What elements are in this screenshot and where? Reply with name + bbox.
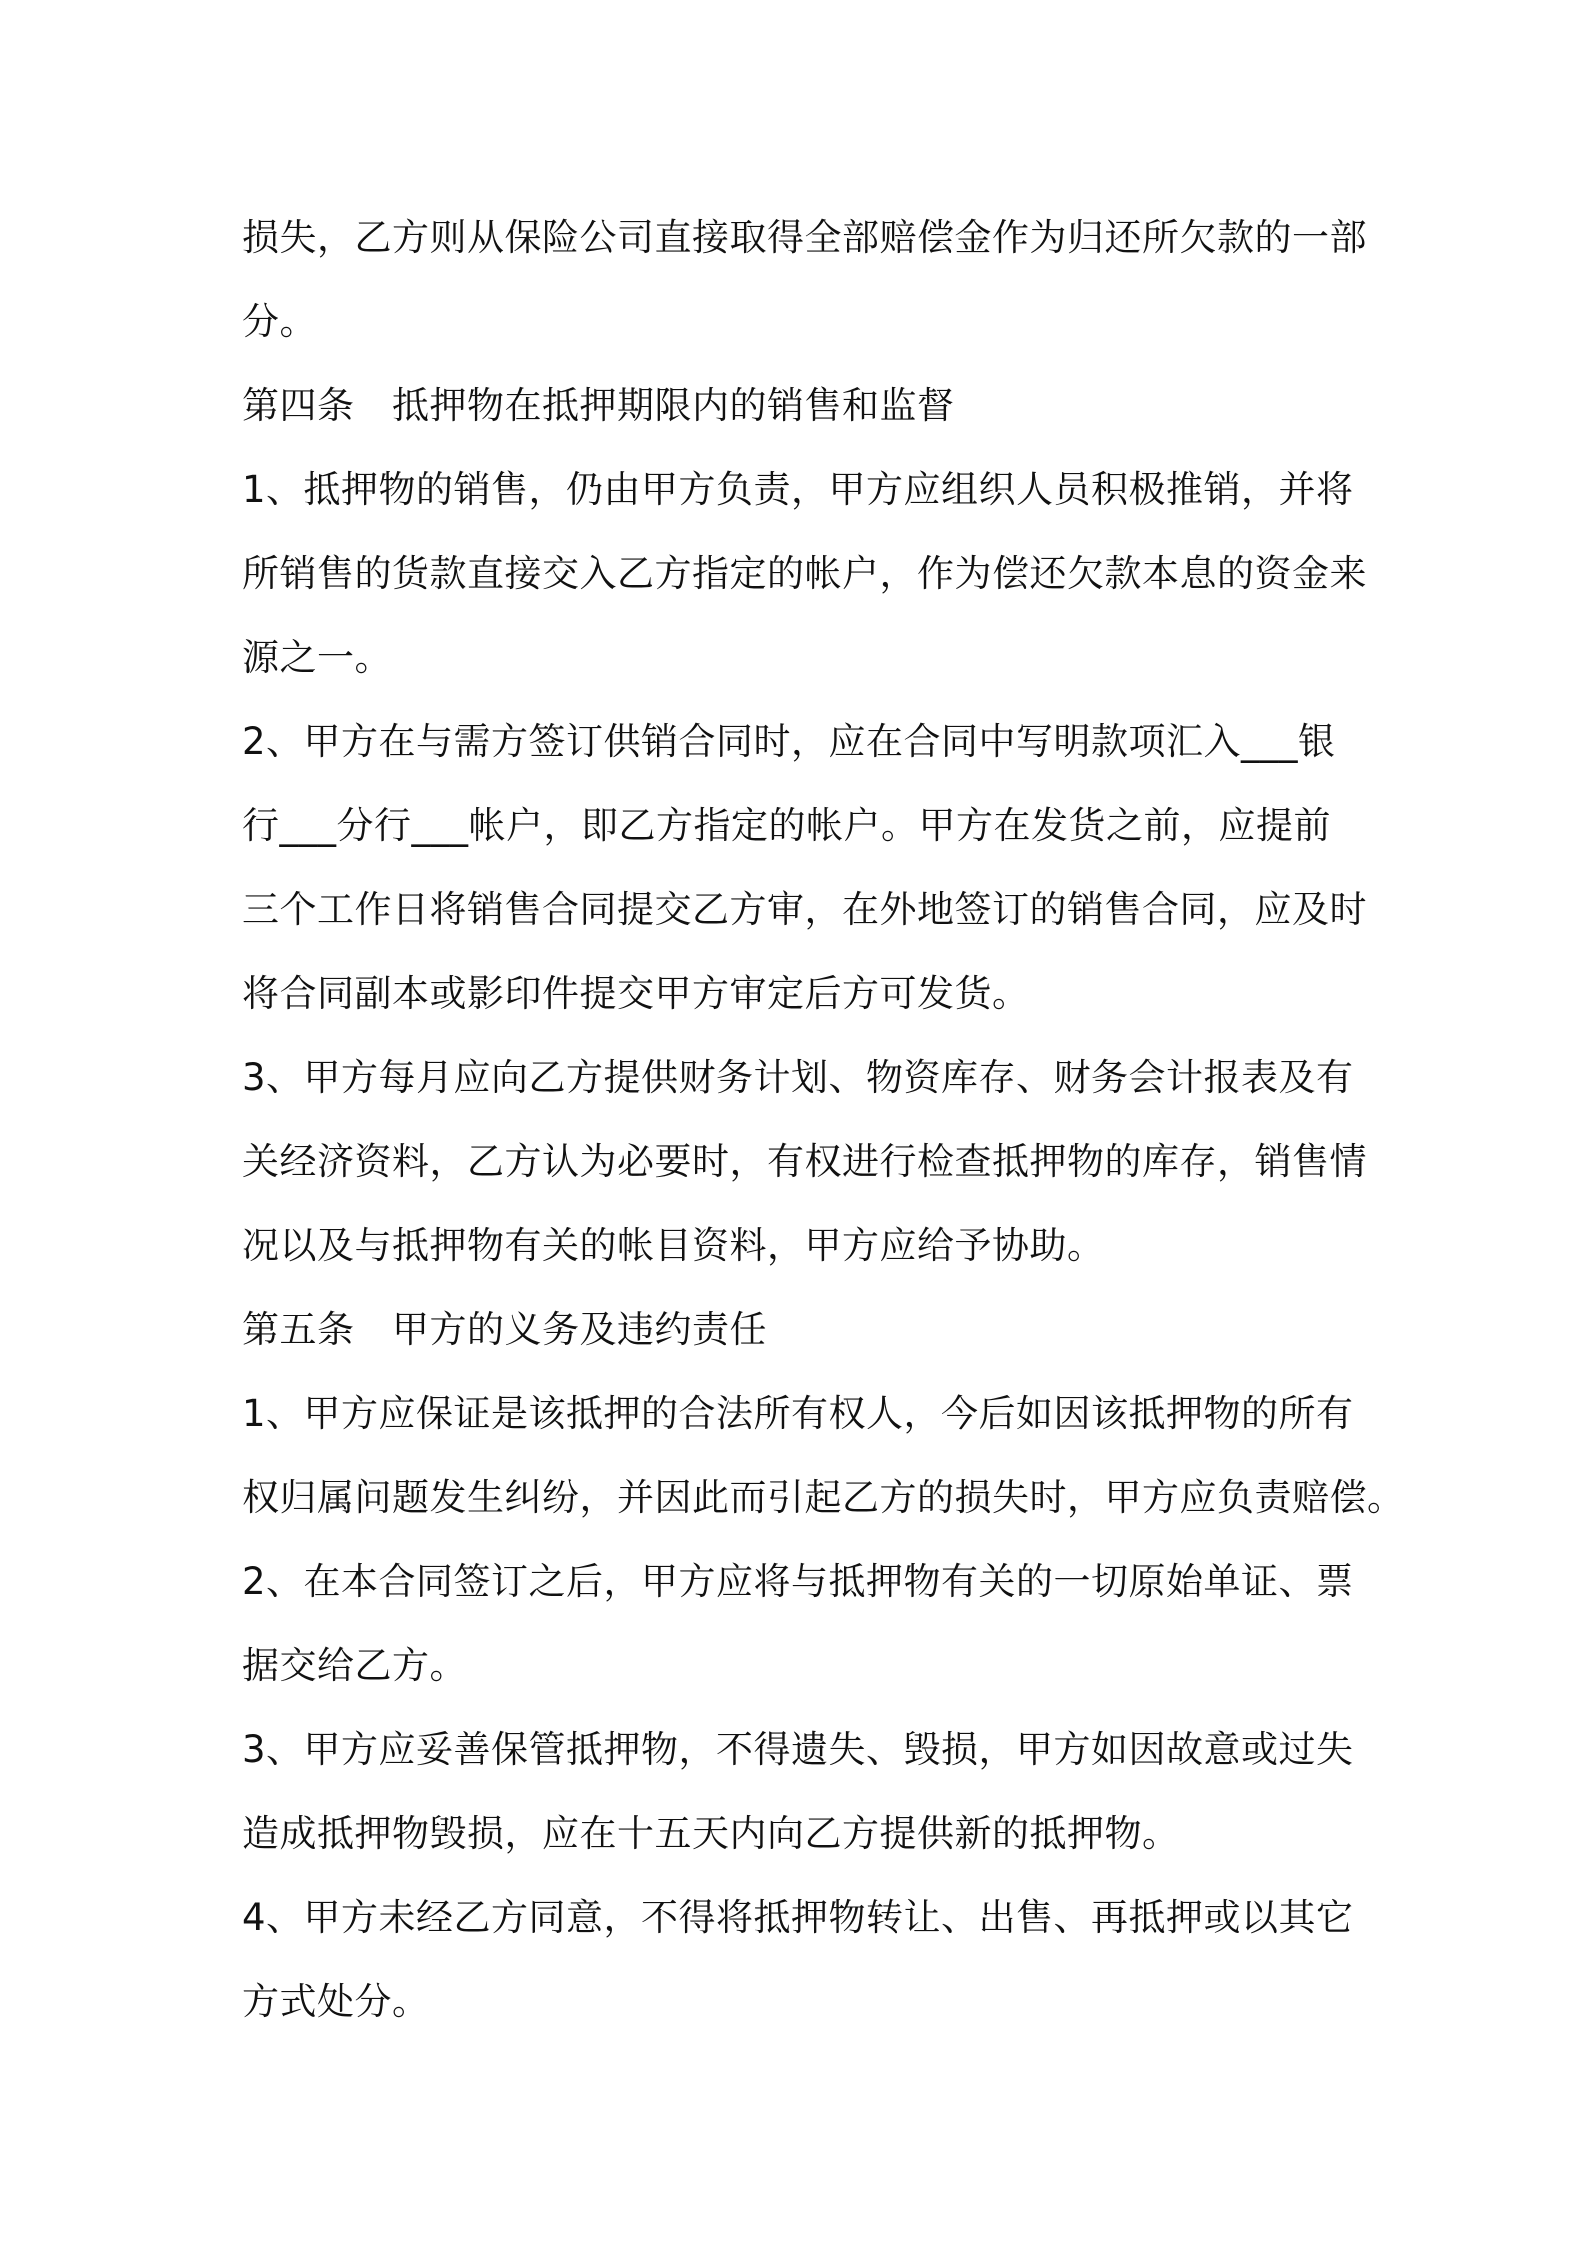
text-line-22: 方式处分。 <box>242 1980 430 2023</box>
text-line-7: 2、甲方在与需方签订供销合同时，应在合同中写明款项汇入___银 <box>242 720 1336 763</box>
article-4-heading: 第四条 抵押物在抵押期限内的销售和监督 <box>242 384 955 427</box>
text-line-6: 源之一。 <box>242 636 392 679</box>
text-line-5: 所销售的货款直接交入乙方指定的帐户，作为偿还欠款本息的资金来 <box>242 552 1367 595</box>
text-line-2: 分。 <box>242 300 317 343</box>
text-line-18: 据交给乙方。 <box>242 1644 467 1687</box>
text-line-20: 造成抵押物毁损，应在十五天内向乙方提供新的抵押物。 <box>242 1812 1180 1855</box>
text-line-1: 损失，乙方则从保险公司直接取得全部赔偿金作为归还所欠款的一部 <box>242 216 1367 259</box>
text-line-12: 关经济资料，乙方认为必要时，有权进行检查抵押物的库存，销售情 <box>242 1140 1367 1183</box>
text-line-9: 三个工作日将销售合同提交乙方审，在外地签订的销售合同，应及时 <box>242 888 1367 931</box>
text-line-10: 将合同副本或影印件提交甲方审定后方可发货。 <box>242 972 1030 1015</box>
text-line-17: 2、在本合同签订之后，甲方应将与抵押物有关的一切原始单证、票 <box>242 1560 1354 1603</box>
text-line-16: 权归属问题发生纠纷，并因此而引起乙方的损失时，甲方应负责赔偿。 <box>242 1476 1405 1519</box>
text-line-19: 3、甲方应妥善保管抵押物，不得遗失、毁损，甲方如因故意或过失 <box>242 1728 1354 1771</box>
text-line-21: 4、甲方未经乙方同意，不得将抵押物转让、出售、再抵押或以其它 <box>242 1896 1354 1939</box>
text-line-15: 1、甲方应保证是该抵押的合法所有权人，今后如因该抵押物的所有 <box>242 1392 1354 1435</box>
text-line-4: 1、抵押物的销售，仍由甲方负责，甲方应组织人员积极推销，并将 <box>242 468 1354 511</box>
text-line-13: 况以及与抵押物有关的帐目资料，甲方应给予协助。 <box>242 1224 1105 1267</box>
article-5-heading: 第五条 甲方的义务及违约责任 <box>242 1308 767 1351</box>
text-line-8: 行___分行___帐户，即乙方指定的帐户。甲方在发货之前，应提前 <box>242 804 1331 847</box>
contract-text-body <box>242 196 1405 2044</box>
text-line-11: 3、甲方每月应向乙方提供财务计划、物资库存、财务会计报表及有 <box>242 1056 1354 1099</box>
